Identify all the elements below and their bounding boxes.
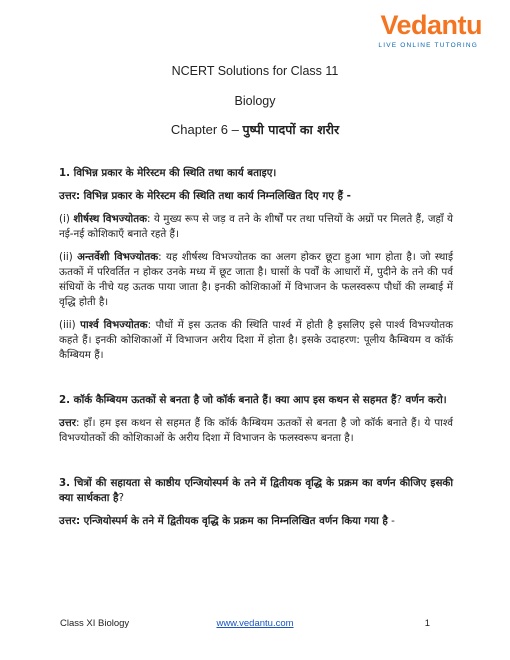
question-2: 2. कॉर्क कैम्बियम ऊतकों से बनता है जो कॉर्क बनाते हैं। क्या आप इस कथन से सहमत हैं? वर्णन करो। xyxy=(59,394,447,406)
question-1: 1. विभिन्न प्रकार के मेरिस्टम की स्थिति तथा कार्य बताइए। xyxy=(59,167,277,179)
footer-class-label: Class XI Biology xyxy=(60,618,130,629)
answer-1-intro: उत्तर: विभिन्न प्रकार के मेरिस्टम की स्थिति तथा कार्य निम्नलिखित दिए गए हैं - xyxy=(59,190,351,202)
chapter-prefix: Chapter 6 – xyxy=(170,122,243,137)
answer-1-point-1: (i) शीर्षस्थ विभज्योतक: ये मुख्य रूप से जड़ व तने के शीर्षों पर तथा पत्तियों के अग्रों पर मिलते हैं, जहाँ ये नई-नई कोशिकाएँ बनाते रहते हैं। xyxy=(59,213,453,240)
doc-title: NCERT Solutions for Class 11 xyxy=(171,64,339,78)
question-3: 3. चित्रों की सहायता से काष्ठीय एन्जियोस्पर्म के तने में द्वितीयक वृद्धि के प्रक्रम का वर्णन कीजिए इसकी क्या सार्थकता है? xyxy=(59,477,453,504)
answer-1-point-2: (ii) अन्तर्वेशी विभज्योतक: यह शीर्षस्थ विभज्योतक का अलग होकर छूटा हुआ भाग होता है। जो स्थाई ऊतकों में परिवर्तित न होकर उनके मध्य में छूट जाता है। घासों के पर्वों के आधारों में, पुदीने के तने की पर्व संधियों के नीचे यह ऊतक पाया जाता है। इनकी कोशिकाओं में विभाजन के फलस्वरूप पौधों की लम्बाई में वृद्धि होती है। xyxy=(59,251,454,308)
answer-2: उत्तर: हाँ। हम इस कथन से सहमत हैं कि कॉर्क कैम्बियम ऊतकों से बनता है जो कॉर्क बनाते हैं। ये पार्श्व विभज्योतकों की कोशिकाओं के अरीय दिशा में विभाजन के फलस्वरूप बनता है। xyxy=(59,417,453,444)
answer-label: उत्तर xyxy=(59,417,76,429)
footer-page-number: 1 xyxy=(424,618,430,629)
footer-website-link[interactable]: www.vedantu.com xyxy=(216,618,294,629)
term: शीर्षस्थ विभज्योतक xyxy=(73,213,147,225)
term: पार्श्व विभज्योतक xyxy=(80,319,148,331)
answer-1-point-3: (iii) पार्श्व विभज्योतक: पौधों में इस ऊतक की स्थिति पार्श्व में होती है इसलिए इसे पार्श्व विभज्योतक कहते हैं। इनकी कोशिकाओं में विभाजन अरीय दिशा में होता है। इसके उदाहरण: पूलीय कैम्बियम व कॉर्क कैम्बियम हैं। xyxy=(59,319,454,361)
chapter-heading xyxy=(0,121,510,138)
logo-tagline: LIVE ONLINE TUTORING xyxy=(378,42,478,49)
document-body xyxy=(59,166,453,529)
term: अन्तर्वेशी विभज्योतक xyxy=(77,251,159,263)
doc-subject: Biology xyxy=(234,94,276,108)
vedantu-logo xyxy=(368,10,488,52)
answer-label: उत्तर xyxy=(59,515,76,527)
logo-wordmark: Vedantu xyxy=(380,10,482,40)
answer-3: उत्तर: एन्जियोस्पर्म के तने में द्वितीयक वृद्धि के प्रक्रम का निम्नलिखित वर्णन किया गया है - xyxy=(59,515,395,527)
footer-link-wrap xyxy=(0,618,510,629)
chapter-title: पुष्पी पादपों का शरीर xyxy=(242,122,340,137)
answer-label: उत्तर xyxy=(59,190,76,202)
